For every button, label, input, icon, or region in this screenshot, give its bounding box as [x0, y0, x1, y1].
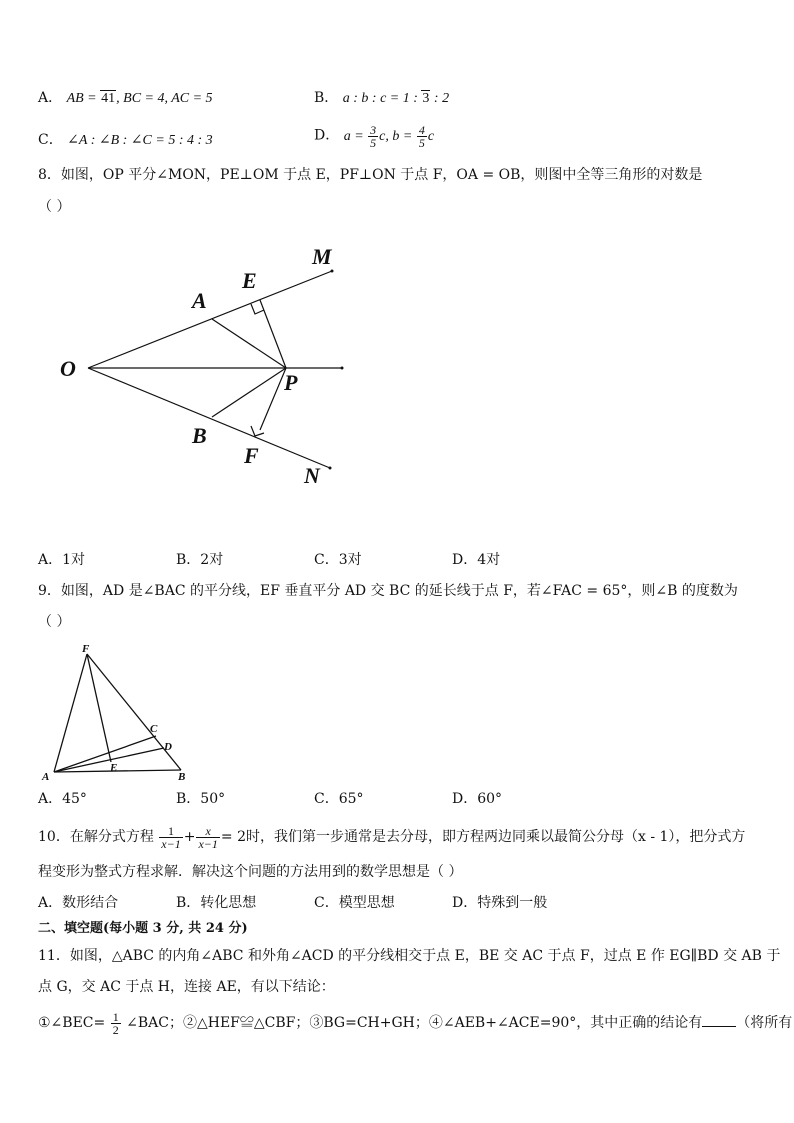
q10-stem-prefix: 10．在解分式方程 — [38, 829, 154, 845]
q11-line1: 11．如图，△ABC 的内角∠ABC 和外角∠ACD 的平分线相交于点 E，BE 交 AC 于点 F，过点 E 作 EG∥BD 交 AB 于 — [38, 948, 781, 964]
q8-option-d: D．4对 — [452, 552, 501, 568]
q10-stem-suffix: 时，我们第一步通常是去分母，即方程两边同乘以最简公分母（x - 1），把分式方 — [245, 829, 746, 845]
segment-ap — [212, 319, 286, 368]
q11-c1-prefix: ①∠BEC= — [38, 1015, 106, 1031]
q7-option-a-label: A． — [38, 90, 63, 106]
q8-figure — [50, 238, 360, 488]
q10-option-b: B．转化思想 — [176, 895, 257, 911]
q11-c1-frac: $\frac{1}{2}$ — [112, 1009, 119, 1037]
q7-option-b-text: a : b : c = 1 : 3 : 2 — [342, 91, 450, 106]
q10-eq-plus: + — [183, 829, 196, 845]
ray-om — [88, 271, 332, 368]
q8-paren: （ ） — [38, 199, 71, 215]
q8-stem: 8．如图，OP 平分∠MON，PE⊥OM 于点 E，PF⊥ON 于点 F，OA = OB，则图中全等三角形的对数是 — [38, 167, 703, 183]
q9-stem: 9．如图，AD 是∠BAC 的平分线，EF 垂直平分 AD 交 BC 的延长线于点 F，若∠FAC = 65°，则∠B 的度数为 — [38, 583, 738, 599]
q10-stem-line1 — [38, 824, 745, 850]
label-c: C — [150, 723, 158, 735]
q7-option-a — [38, 88, 213, 109]
q10-option-d: D．特殊到一般 — [452, 895, 548, 911]
q9-option-d: D．60° — [452, 791, 503, 807]
q7-option-b-label: B． — [314, 90, 339, 106]
q9-paren: （ ） — [38, 614, 71, 630]
label-e: E — [110, 762, 118, 774]
label-a: A — [42, 771, 50, 783]
label-b: B — [192, 423, 207, 448]
q8-option-b: B．2对 — [176, 552, 224, 568]
label-f: F — [244, 443, 259, 468]
q7-option-c-text: ∠A : ∠B : ∠C = 5 : 4 : 3 — [67, 133, 213, 148]
section-heading: 二、填空题(每小题 3 分, 共 24 分) — [38, 921, 248, 936]
segment-ab — [54, 770, 181, 772]
label-o: O — [60, 356, 76, 381]
label-d: D — [164, 741, 172, 753]
q9-option-b: B．50° — [176, 791, 226, 807]
q10-option-c: C．模型思想 — [314, 895, 395, 911]
q8-option-a: A．1对 — [38, 552, 86, 568]
q11-c1-tail: （将所有 — [736, 1015, 793, 1031]
q7-option-c-label: C． — [38, 132, 63, 148]
q9-option-c: C．65° — [314, 791, 364, 807]
q10-eq-frac2: $\frac{x}{x-1}$ — [198, 823, 218, 851]
q11-c1-suffix: ∠BAC；②△HEF≌△CBF；③BG=CH+GH；④∠AEB+∠ACE=90°，其中正确的结论有 — [126, 1015, 703, 1031]
segment-af — [54, 654, 87, 772]
q7-option-c — [38, 130, 213, 151]
q7-option-d — [314, 124, 434, 149]
segment-ac — [54, 736, 156, 772]
right-angle-mark-f — [251, 426, 264, 436]
q11-line2: 点 G，交 AC 于点 H，连接 AE，有以下结论： — [38, 979, 335, 995]
answer-blank[interactable] — [702, 1012, 736, 1027]
q10-stem-line2: 程变形为整式方程求解．解决这个问题的方法用到的数学思想是（ ） — [38, 864, 463, 880]
q7-option-b — [314, 88, 449, 109]
q10-option-a: A．数形结合 — [38, 895, 119, 911]
label-b: B — [178, 771, 186, 783]
q11-line3 — [38, 1010, 792, 1036]
q9-figure — [36, 642, 196, 784]
label-a: A — [192, 288, 207, 313]
q7-option-a-text: AB = 41, BC = 4, AC = 5 — [66, 91, 213, 106]
q7-option-d-label: D． — [314, 127, 340, 144]
label-n: N — [304, 463, 320, 488]
label-p: P — [284, 370, 298, 395]
q8-option-c: C．3对 — [314, 552, 362, 568]
label-m: M — [312, 244, 332, 269]
segment-fe — [87, 654, 111, 762]
q9-option-a: A．45° — [38, 791, 87, 807]
q7-option-d-text: a = $\frac{3}{5}$ c, b = $\frac{4}{5}$ c — [343, 123, 435, 150]
label-f: F — [82, 643, 90, 655]
q10-eq-frac1: $\frac{1}{x-1}$ — [161, 823, 181, 851]
label-e: E — [242, 268, 257, 293]
segment-bp — [212, 368, 286, 417]
q10-eq-rhs: = 2 — [220, 829, 246, 845]
